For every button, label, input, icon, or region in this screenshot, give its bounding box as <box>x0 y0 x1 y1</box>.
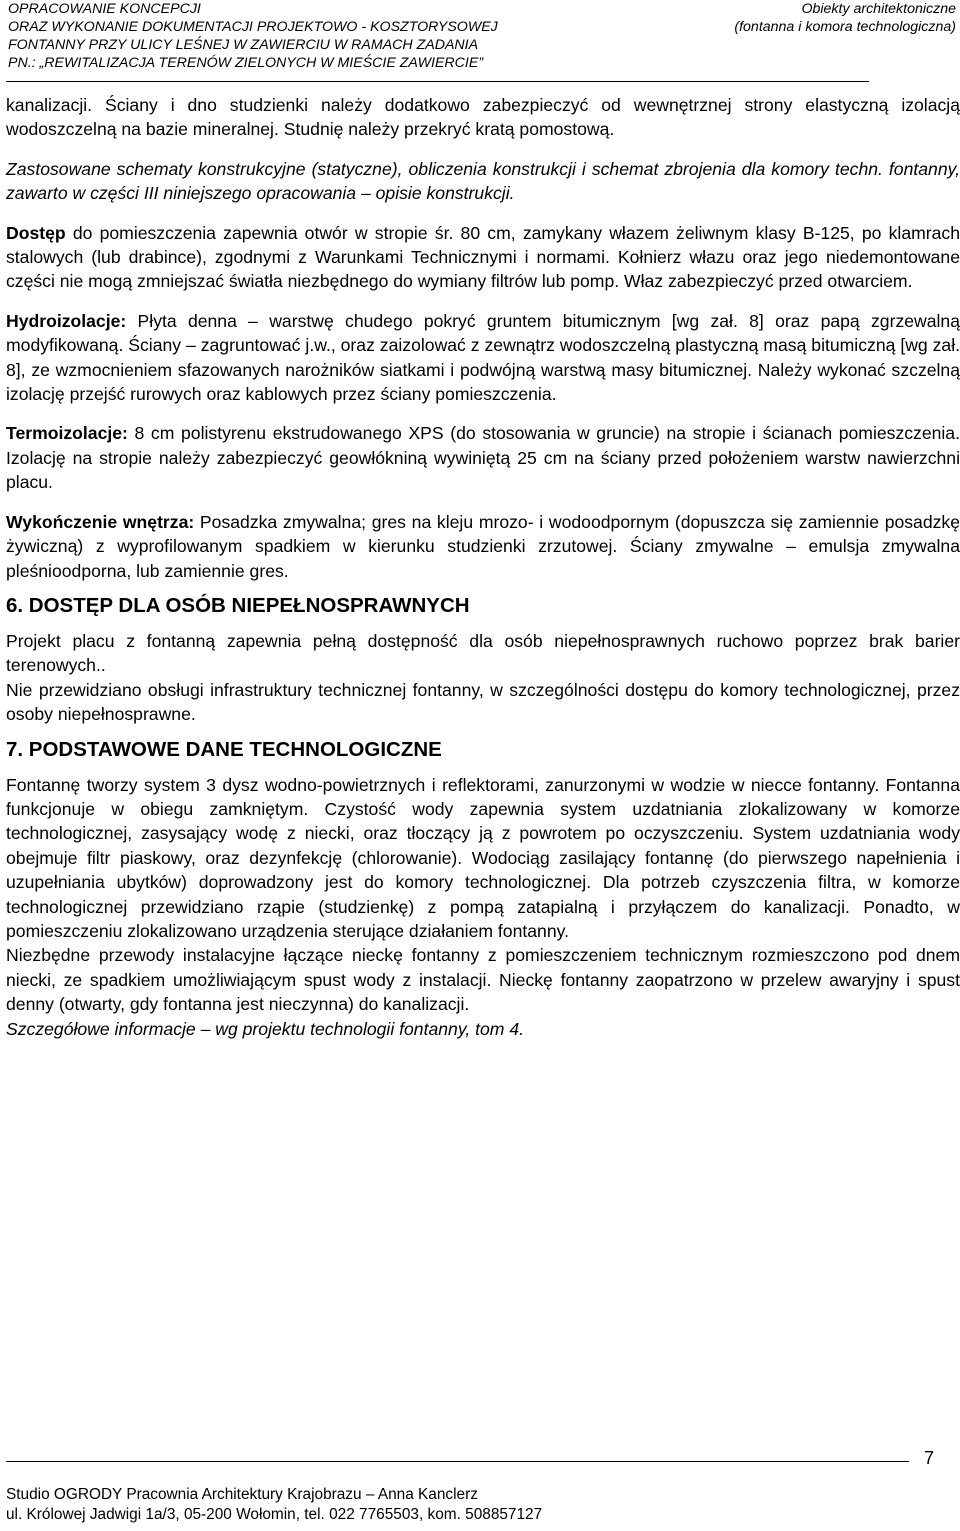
header-line-1: OPRACOWANIE KONCEPCJI <box>8 1 201 17</box>
waterproofing-term: Hydroizolacje: <box>6 310 127 331</box>
paragraph-installations: Niezbędne przewody instalacyjne łączące nieckę fontanny z pomieszczeniem technicznym rozmieszczono pod dnem niecki, ze spadkiem umożliwiającym spust wody z instalacji. Nieckę fontanny zaopatrzono w przelew awaryjny i spust denny (otwarty, gdy fontanna jest nieczynna) do kanalizacji. <box>6 945 960 1015</box>
page-number: 7 <box>923 1448 934 1468</box>
paragraph-access <box>6 221 960 294</box>
access-term: Dostęp <box>6 222 66 243</box>
paragraph-structure-schemes: Zastosowane schematy konstrukcyjne (statyczne), obliczenia konstrukcji i schemat zbrojenia dla komory techn. fontanny, zawarto w części III niniejszego opracowania – opisie konstrukcji. <box>6 158 960 204</box>
paragraph-waterproofing <box>6 309 960 407</box>
page-header <box>8 0 956 72</box>
header-line-4: PN.: „REWITALIZACJA TERENÓW ZIELONYCH W MIEŚCIE ZAWIERCIE” <box>8 55 484 71</box>
interior-term: Wykończenie wnętrza: <box>6 511 195 532</box>
header-right-line-1: Obiekty architektoniczne <box>801 1 956 17</box>
thermal-term: Termoizolacje: <box>6 423 128 444</box>
paragraph-thermal-insulation <box>6 421 960 494</box>
page-footer <box>6 1485 542 1525</box>
paragraph-interior-finish <box>6 510 960 583</box>
footer-address: ul. Królowej Jadwigi 1a/3, 05-200 Wołomin, tel. 022 7765503, kom. 508857127 <box>6 1506 543 1523</box>
paragraph-no-access: Nie przewidziano obsługi infrastruktury technicznej fontanny, w szczególności dostępu do komory technologicznej, przez osoby niepełnosprawne. <box>6 679 960 725</box>
access-text: do pomieszczenia zapewnia otwór w stropie śr. 80 cm, zamykany włazem żeliwnym klasy B-125, po klamrach stalowych (lub drabince), zgodnymi z Warunkami Technicznymi i normami. Kołnierz włazu oraz jego niedemontowane części nie mogą zmniejszać światła niezbędnego do wymiany filtrów lub pomp. Właz zabezpieczyć przed otwarciem. <box>6 222 960 292</box>
header-right-line-2: (fontanna i komora technologiczna) <box>734 19 956 35</box>
header-divider <box>6 81 869 82</box>
header-line-2: ORAZ WYKONANIE DOKUMENTACJI PROJEKTOWO - KOSZTORYSOWEJ <box>8 19 498 35</box>
document-body <box>6 93 960 1041</box>
section-heading-7: 7. PODSTAWOWE DANE TECHNOLOGICZNE <box>6 737 442 761</box>
thermal-text: 8 cm polistyrenu ekstrudowanego XPS (do stosowania w gruncie) na stropie i ścianach pomieszczenia. Izolację na stropie należy zabezpieczyć geowłókniną wywiniętą 25 cm na ściany przed położeniem warstw nawierzchni placu. <box>6 423 960 493</box>
footer-company: Studio OGRODY Pracownia Architektury Krajobrazu – Anna Kanclerz <box>6 1486 478 1503</box>
interior-text: Posadzka zmywalna; gres na kleju mrozo- i wodoodpornym (dopuszcza się zamiennie posadzkę żywiczną) z wyprofilowanym spadkiem w kierunku studzienki zrzutowej. Ściany zmywalne – emulsja zmywalna pleśnioodporna, lub zamiennie gres. <box>6 511 960 581</box>
section-heading-6: 6. DOSTĘP DLA OSÓB NIEPEŁNOSPRAWNYCH <box>6 593 470 617</box>
paragraph-accessibility: Projekt placu z fontanną zapewnia pełną dostępność dla osób niepełnosprawnych ruchowo poprzez brak barier terenowych.. <box>6 630 960 676</box>
header-line-3: FONTANNY PRZY ULICY LEŚNEJ W ZAWIERCIU W RAMACH ZADANIA <box>8 37 479 53</box>
paragraph-walls-insulation: kanalizacji. Ściany i dno studzienki należy dodatkowo zabezpieczyć od wewnętrznej strony elastyczną izolacją wodoszczelną na bazie mineralnej. Studnię należy przekryć kratą pomostową. <box>6 95 960 140</box>
footer-divider <box>6 1461 909 1462</box>
paragraph-details-reference: Szczegółowe informacje – wg projektu technologii fontanny, tom 4. <box>6 1018 524 1039</box>
waterproofing-text: Płyta denna – warstwę chudego pokryć gruntem bitumicznym [wg zał. 8] oraz papą zgrzewalną modyfikowaną. Ściany – zagruntować j.w., oraz zaizolować z zewnątrz wodoszczelną plastyczną masą bitumiczną [wg zał. 8], ze wzmocnieniem sfazowanych narożników siatkami i podwójną warstwą masy bitumicznej. Należy wykonać szczelną izolację przejść rurowych oraz kablowych przez ściany pomieszczenia. <box>6 310 960 405</box>
paragraph-technology: Fontannę tworzy system 3 dysz wodno-powietrznych i reflektorami, zanurzonymi w wodzie w niecce fontanny. Fontanna funkcjonuje w obiegu zamkniętym. Czystość wody zapewnia system uzdatniania zlokalizowany w komorze technologicznej, zasysający wodę z niecki, oraz tłoczący ją z powrotem po oczyszczeniu. System uzdatniania wody obejmuje filtr piaskowy, oraz dezynfekcję (chlorowanie). Wodociąg zasilający fontannę (do pierwszego napełnienia i uzupełniania ubytków) doprowadzony jest do komory technologicznej. Dla potrzeb czyszczenia filtra, w komorze technologicznej przewidziano rząpie (studzienkę) z pompą zatapialną i przyłączem do kanalizacji. Ponadto, w pomieszczeniu zlokalizowano urządzenia sterujące działaniem fontanny. <box>6 774 960 941</box>
